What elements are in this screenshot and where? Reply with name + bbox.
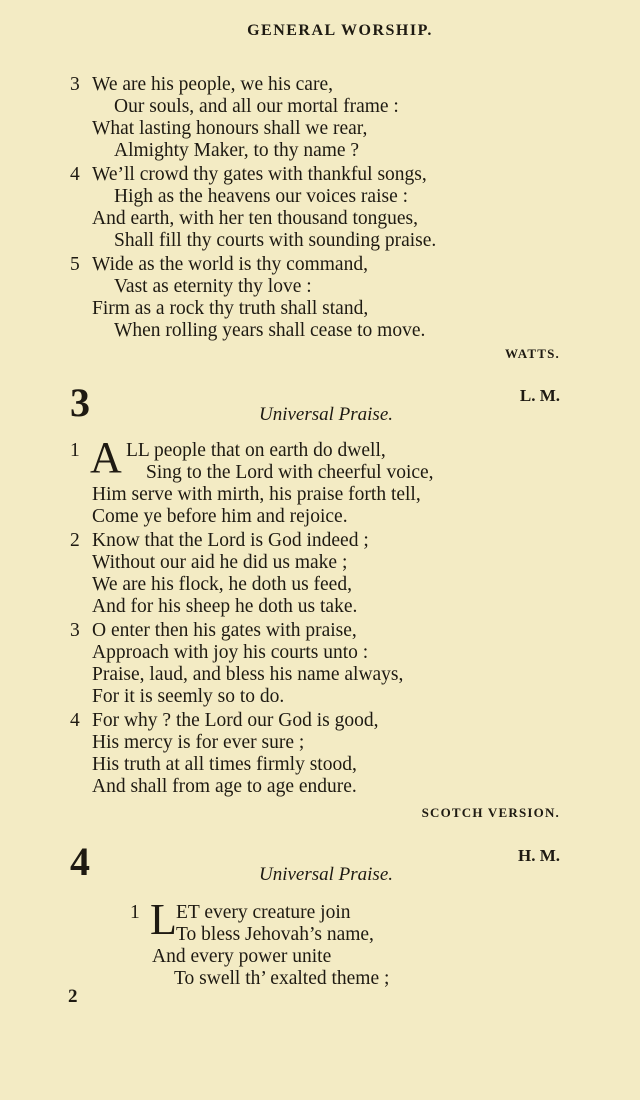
verse-number: 1	[130, 902, 140, 923]
verse-line: Our souls, and all our mortal frame :	[114, 96, 399, 117]
verse-line: And shall from age to age endure.	[92, 776, 357, 797]
verse-line: And every power unite	[152, 946, 332, 967]
hymn-meter: L. M.	[519, 386, 560, 405]
verse-line: Know that the Lord is God indeed ;	[92, 530, 369, 551]
verse-line: When rolling years shall cease to move.	[114, 320, 426, 341]
verse-number: 2	[70, 530, 80, 551]
verse-line: LL people that on earth do dwell,	[126, 440, 386, 461]
verse-line: Shall fill thy courts with sounding praise.	[114, 230, 437, 251]
verse-line: Without our aid he did us make ;	[92, 552, 348, 573]
verse-line: Praise, laud, and bless his name always,	[92, 664, 404, 685]
verse-number: 3	[70, 74, 80, 95]
verse-line: His mercy is for ever sure ;	[92, 732, 305, 753]
verse-line: And earth, with her ten thousand tongues,	[92, 208, 419, 229]
verse-line: High as the heavens our voices raise :	[114, 186, 409, 207]
verse-line: Approach with joy his courts unto :	[92, 642, 369, 663]
verse-line: For it is seemly so to do.	[92, 686, 285, 707]
verse-line: Wide as the world is thy command,	[92, 254, 368, 275]
verse-line: O enter then his gates with praise,	[92, 620, 357, 641]
verse-line: To swell th’ exalted theme ;	[174, 968, 390, 989]
verse-line: What lasting honours shall we rear,	[92, 118, 368, 139]
verse-number: 1	[70, 440, 80, 461]
hymn-meter: H. M.	[517, 846, 560, 865]
verse-line: ET every creature join	[176, 902, 351, 923]
hymn-number: 4	[70, 839, 90, 884]
verse-line: His truth at all times firmly stood,	[92, 754, 357, 775]
verse-number: 4	[70, 164, 80, 185]
verse-line: We are his people, we his care,	[92, 74, 333, 95]
verse-line: To bless Jehovah’s name,	[176, 924, 374, 945]
page-number: 2	[68, 986, 78, 1007]
verse-line: We are his flock, he doth us feed,	[92, 574, 352, 595]
verse-line: Him serve with mirth, his praise forth tell,	[92, 484, 421, 505]
verse-line: Sing to the Lord with cheerful voice,	[146, 462, 434, 483]
verse-line: Firm as a rock thy truth shall stand,	[92, 298, 369, 319]
running-header: GENERAL WORSHIP.	[247, 22, 433, 39]
hymn-number: 3	[70, 380, 90, 425]
hymn-author: SCOTCH VERSION.	[421, 805, 560, 820]
verse-number: 5	[70, 254, 80, 275]
verse-line: Almighty Maker, to thy name ?	[114, 140, 360, 161]
drop-cap: L	[150, 895, 177, 944]
verse-line: And for his sheep he doth us take.	[92, 596, 358, 617]
hymn-title: Universal Praise.	[258, 404, 394, 425]
verse-line: We’ll crowd thy gates with thankful songs,	[92, 164, 427, 185]
hymn-author: WATTS.	[504, 346, 560, 361]
verse-line: For why ? the Lord our God is good,	[92, 710, 379, 731]
verse-line: Vast as eternity thy love :	[114, 276, 312, 297]
verse-line: Come ye before him and rejoice.	[92, 506, 348, 527]
drop-cap: A	[90, 433, 122, 482]
hymn-title: Universal Praise.	[258, 864, 394, 885]
verse-number: 3	[70, 620, 80, 641]
verse-number: 4	[70, 710, 80, 731]
